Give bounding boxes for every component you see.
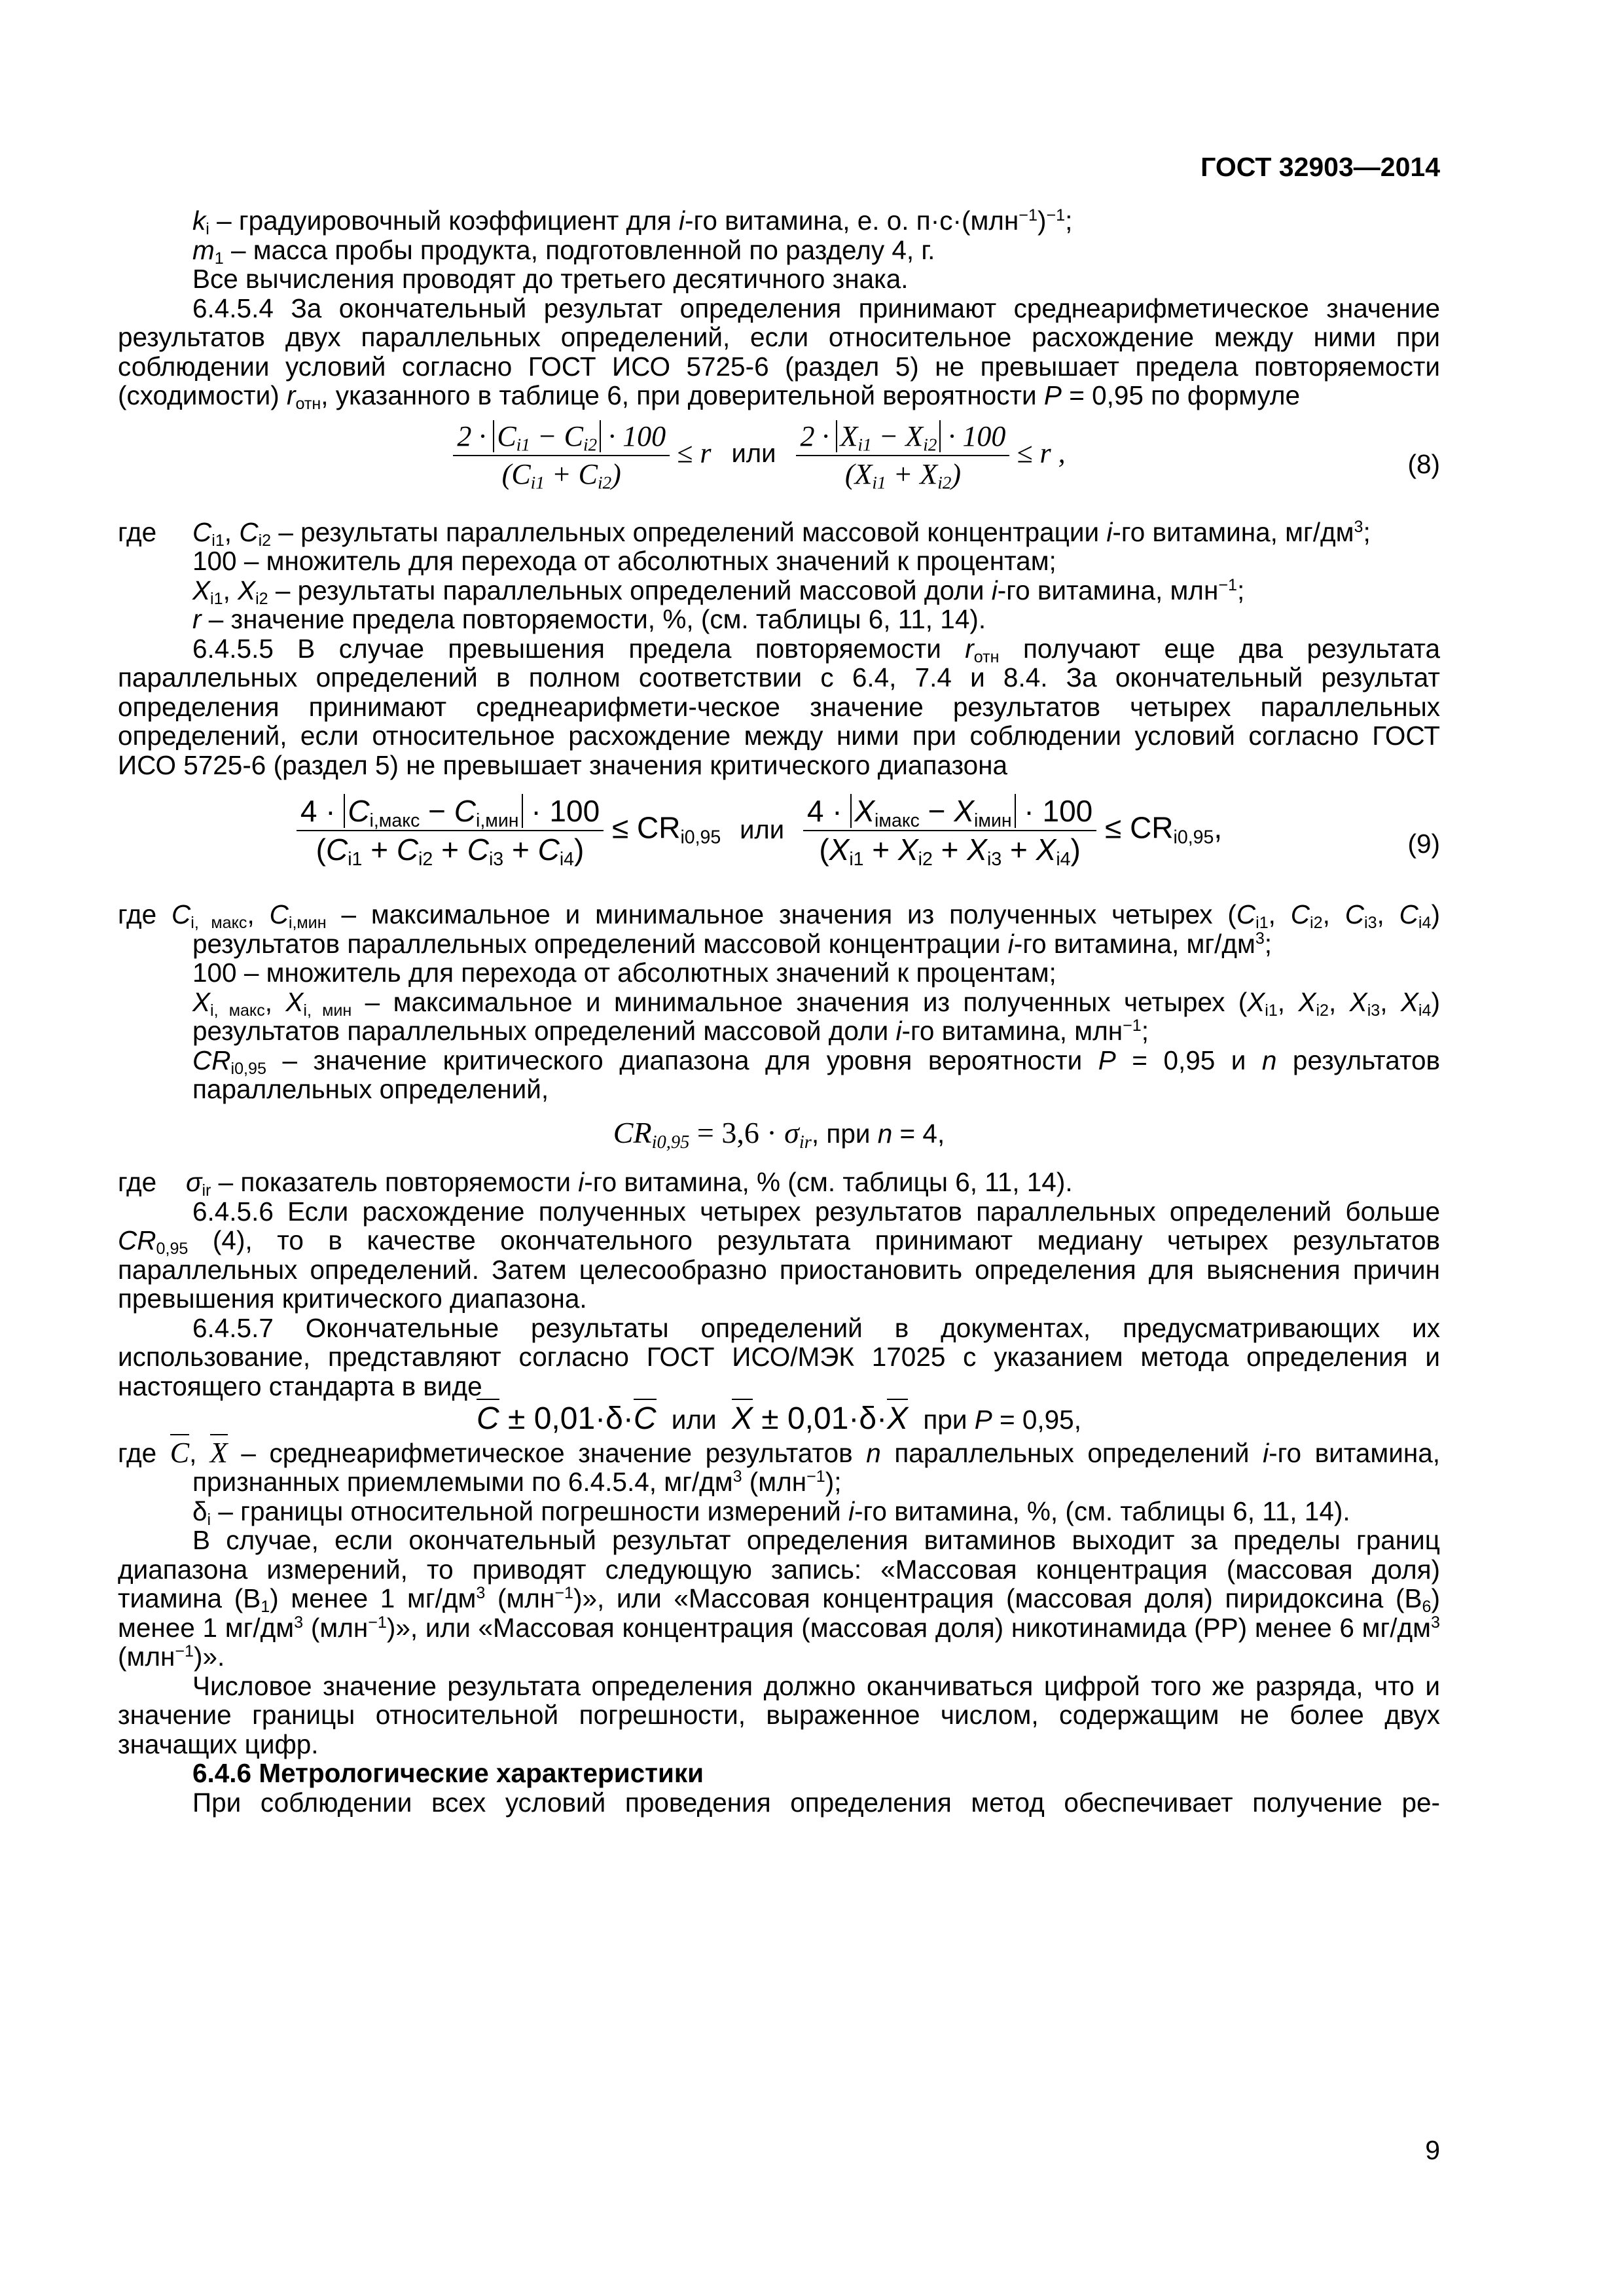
para-6457: 6.4.5.7 Окончательные результаты определений в документах, предусматривающих их использование, представляют согласно ГОСТ ИСО/МЭК 17025 с указанием метода определения и настоящего стандарта в виде [118,1312,1440,1401]
where-8-c: Xi1, Xi2 – результаты параллельных определений массовой доли i-го витамина, млн$^{-1}$; [192,575,1245,608]
where-9-d: CRi0,95 – значение критического диапазона для уровня вероятности P = 0,95 и n результатов параллельных определений, [192,1045,1440,1104]
para-rounding: Числовое значение результата определения должно оканчиваться цифрой того же разряда, что и значение границы относительной погрешности, выраженное числом, содержащим не более двух значащих цифр. [118,1670,1440,1759]
page-number: 9 [1425,2135,1440,2165]
formula-9: $\frac{\text{4 · Ci,макс − Ci,мин · 100}}{(Ci1 + Ci2 + Ci3 + Ci4)}$ ≤ CRi0,95 или $\frac{\text{4 · Xiмакс − Xiмин · 100}}{(Xi1 + Xi2 + Xi3 + Xi4)}$ ≤ CRi0,95, (9) [118,797,1440,888]
para-calc: Все вычисления проводят до третьего десятичного знака. [192,264,909,294]
section-heading-646: 6.4.6 Метрологические характеристики [192,1758,704,1788]
para-k: ki – градуировочный коэффициент для i-го витамина, е. о. $п\cdot с\cdot(млн^{-1})^{-1}$; [192,206,1073,239]
para-6455: 6.4.5.5 В случае превышения предела повторяемости rотн получают еще два результата параллельных определений в полном соответствии с 6.4, 7.4 и 8.4. За окончательный результат определения принимают среднеарифмети-ческое значение результатов четырех параллельных определений, если относительное расхождение между ними при соблюдении условий согласно ГОСТ ИСО 5725-6 (раздел 5) не превышает значения критического диапазона [118,633,1440,780]
para-m: m1 – масса пробы продукта, подготовленной по разделу 4, г. [192,234,935,268]
where-9-c: Xi, макс, Xi, мин – максимальное и минимальное значения из полученных четырех (Xi1, Xi2, Xi3, Xi4) результатов параллельных определений массовой доли i-го витамина, млн$^{-1}$; [192,986,1440,1046]
formula-8: $\frac{2 \cdot Ci1 - Ci2 \cdot 100}{(Ci1 + Ci2)}$ ≤ r или $\frac{2 \cdot Xi1 - Xi2 \cdot 100}{(Xi1 + Xi2)}$ ≤ r , (8) [118,422,1440,506]
formula-result: C ± 0,01·δ·C или X ± 0,01·δ·X при P = 0,95, [118,1405,1440,1435]
where-8-b: 100 – множитель для перехода от абсолютных значений к процентам; [192,546,1056,576]
equation-number-8: (8) [1407,448,1440,479]
where-9-a: где Ci, макс, Ci,мин – максимальное и минимальное значения из полученных четырех (Ci1, Ci2, Ci3, Ci4) результатов параллельных определений массовой концентрации i-го витамина, $мг/дм^3$; [118,899,1440,959]
document-header: ГОСТ 32903—2014 [1200,152,1440,182]
document-body [118,206,1440,1817]
where-result-b: δi – границы относительной погрешности измерений i-го витамина, %, (см. таблицы 6, 11, 14). [192,1496,1350,1529]
para-6454: 6.4.5.4 За окончательный результат определения принимают среднеарифметическое значение результатов двух параллельных определений, если относительное расхождение между ними при соблюдении условий согласно ГОСТ ИСО 5725-6 (раздел 5) не превышает предела повторяемости (сходимости) rотн, указанного в таблице 6, при доверительной вероятности P = 0,95 по формуле [118,293,1440,414]
equation-number-9: (9) [1407,829,1440,859]
where-8-a: где Ci1, Ci2 – результаты параллельных определений массовой концентрации i-го витамина, $мг/дм^3$; [118,516,1371,550]
para-6456: 6.4.5.6 Если расхождение полученных четырех результатов параллельных определений больше CR0,95 (4), то в качестве окончательного результата принимают медиану четырех результатов параллельных определений. Затем целесообразно приостановить определения для выяснения причин превышения критического диапазона. [118,1196,1440,1314]
where-8-d: r – значение предела повторяемости, %, (см. таблицы 6, 11, 14). [192,604,986,634]
formula-cr: CRi0,95 = 3,6 · σir, при n = 4, [613,1115,945,1153]
para-646: При соблюдении всех условий проведения определения метод обеспечивает получение ре- [192,1787,1440,1818]
where-9-b: 100 – множитель для перехода от абсолютных значений к процентам; [192,958,1056,988]
where-sigma: где σir – показатель повторяемости i-го витамина, % (см. таблицы 6, 11, 14). [118,1167,1073,1200]
para-out-of-range: В случае, если окончательный результат определения витаминов выходит за пределы границ диапазона измерений, то приводят следующую запись: «Массовая концентрация (массовая доля) тиамина (В1) менее 1 $мг/дм^3$ (млн$^{-1}$)», или «Массовая концентрация (массовая доля) пиридоксина (В6) менее 1 $мг/дм^3$ (млн$^{-1}$)», или «Массовая концентрация (массовая доля) никотинамида (РР) менее 6 $мг/дм^3$ (млн$^{-1}$)». [118,1525,1440,1672]
where-result-a: где C, X – среднеарифметическое значение результатов n параллельных определений i-го витамина, признанных приемлемыми по 6.4.5.4, $мг/дм^3$ (млн$^{-1}$); [118,1439,1440,1497]
